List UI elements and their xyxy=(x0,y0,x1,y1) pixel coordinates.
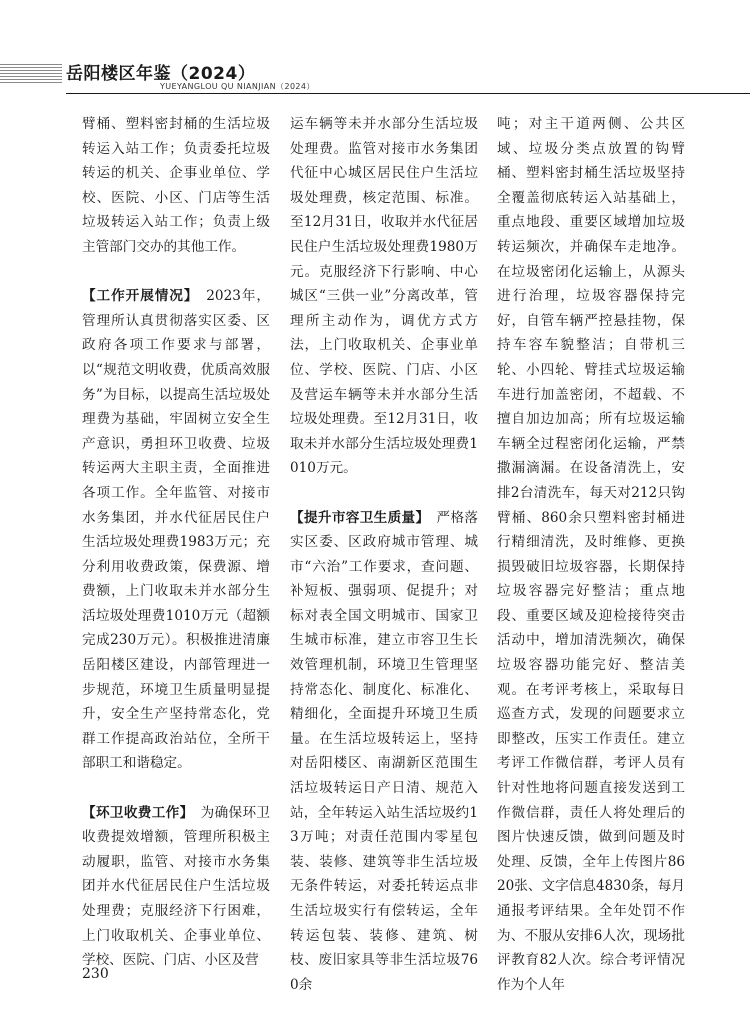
section-title: 【环卫收费工作】 xyxy=(82,804,187,821)
section-title: 【工作开展情况】 xyxy=(82,288,192,305)
text-column-middle xyxy=(290,112,478,997)
paragraph: 吨；对主干道两侧、公共区域、垃圾分类点放置的钩臂桶、塑料密封桶生活垃圾坚持全覆盖彻底转运入站基础上，重点地段、重要区域增加垃圾转运频次，并确保车走地净。在垃圾密闭化运输上，从源头进行治理，垃圾容器保持完好，自管车辆严控悬挂物，保持车容车貌整洁；自带机三轮、小四轮、臂挂式垃圾运输车进行加盖密闭，不超载、不擅自加边加高；所有垃圾运输车辆全过程密闭化运输，严禁撒漏滴漏。在设备清洗上，安排2台清洗车，每天对212只钩臂桶、860余只塑料密封桶进行精细清洗，及时维修、更换损毁破旧垃圾容器，长期保持垃圾容器完好整洁；重点地段、重要区域及迎检接待突击活动中，增加清洗频次，确保垃圾容器功能完好、整洁美观。在考评考核上，采取每日巡查方式，发现的问题要求立即整改，压实工作责任。建立考评工作微信群，考评人员有针对性地将问题直接发送到工作微信群，责任人将处理后的图片快速反馈，做到问题及时处理、反馈，全年上传图片8620张、文字信息4830条，每月通报考评结果。全年处罚不作为、不服从安排6人次，现场批评教育82人次。综合考评情况作为个人年 xyxy=(497,116,685,993)
paragraph: 运车辆等未并水部分生活垃圾处理费。监管对接市水务集团代征中心城区居民住户生活垃圾处理费，核定范围、标准。至12月31日，收取并水代征居民住户生活垃圾处理费1980万元。克服经济下行影响、中心城区“三供一业”分离改革，管理所主动作为，调优方式方法，上门收取机关、企事业单位、学校、医院、门店、小区及营运车辆等未并水部分生活垃圾处理费。至12月31日，收取未并水部分生活垃圾处理费1010万元。 xyxy=(290,116,478,477)
section-text: 严格落实区委、区政府城市管理、城市“六治”工作要求，查问题、补短板、强弱项、促提升；对标对表全国文明城市、国家卫生城市标准，建立市容卫生长效管理机制，环境卫生管理坚持常态化、制度化、标准化、精细化，全面提升环境卫生质量。在生活垃圾转运上，坚持对岳阳楼区、南湖新区范围生活垃圾转运日产日清、规范入站，全年转运入站生活垃圾约13万吨；对责任范围内零星包装、装修、建筑等非生活垃圾无条件转运，对委托转运点非生活垃圾实行有偿转运，全年转运包装、装修、建筑、树枝、废旧家具等非生活垃圾760余 xyxy=(290,509,479,993)
paragraph: 臂桶、塑料密封桶的生活垃圾转运入站工作；负责委托垃圾转运的机关、企事业单位、学校、医院、小区、门店等生活垃圾转运入站工作；负责上级主管部门交办的其他工作。 xyxy=(82,116,270,255)
section-text: 2023年，管理所认真贯彻落实区委、区政府各项工作要求与部署，以“规范文明收费，优质高效服务”为目标，以提高生活垃圾处理费为基础，牢固树立安全生产意识，勇担环卫收费、垃圾转运两大主职主责，全面推进各项工作。全年监管、对接市水务集团，并水代征居民住户生活垃圾处理费1983万元；充分利用收费政策，保费源、增费额，上门收取未并水部分生活垃圾处理费1010万元（超额完成230万元）。积极推进清廉岳阳楼区建设，内部管理进一步规范，环境卫生质量明显提升，安全生产坚持常态化，党群工作提高政治站位，全所干部职工和谐稳定。 xyxy=(82,288,270,772)
header-stripes-decoration xyxy=(0,64,62,86)
running-header-title: 岳阳楼区年鉴（2024） xyxy=(66,64,256,84)
section-title: 【提升市容卫生质量】 xyxy=(290,509,423,526)
paragraph xyxy=(82,284,270,776)
text-column-right xyxy=(497,112,685,997)
paragraph xyxy=(82,801,270,973)
page-number: 230 xyxy=(82,966,109,982)
text-column-left xyxy=(82,112,270,973)
paragraph xyxy=(290,506,478,998)
running-header-subtitle: YUEYANGLOU QU NIANJIAN（2024） xyxy=(160,82,315,91)
section-text: 为确保环卫收费提效增额，管理所积极主动履职，监管、对接市水务集团并水代征居民住户生活垃圾处理费；克服经济下行困难，上门收取机关、企事业单位、学校、医院、门店、小区及营 xyxy=(82,804,271,969)
header-rule xyxy=(66,93,750,94)
